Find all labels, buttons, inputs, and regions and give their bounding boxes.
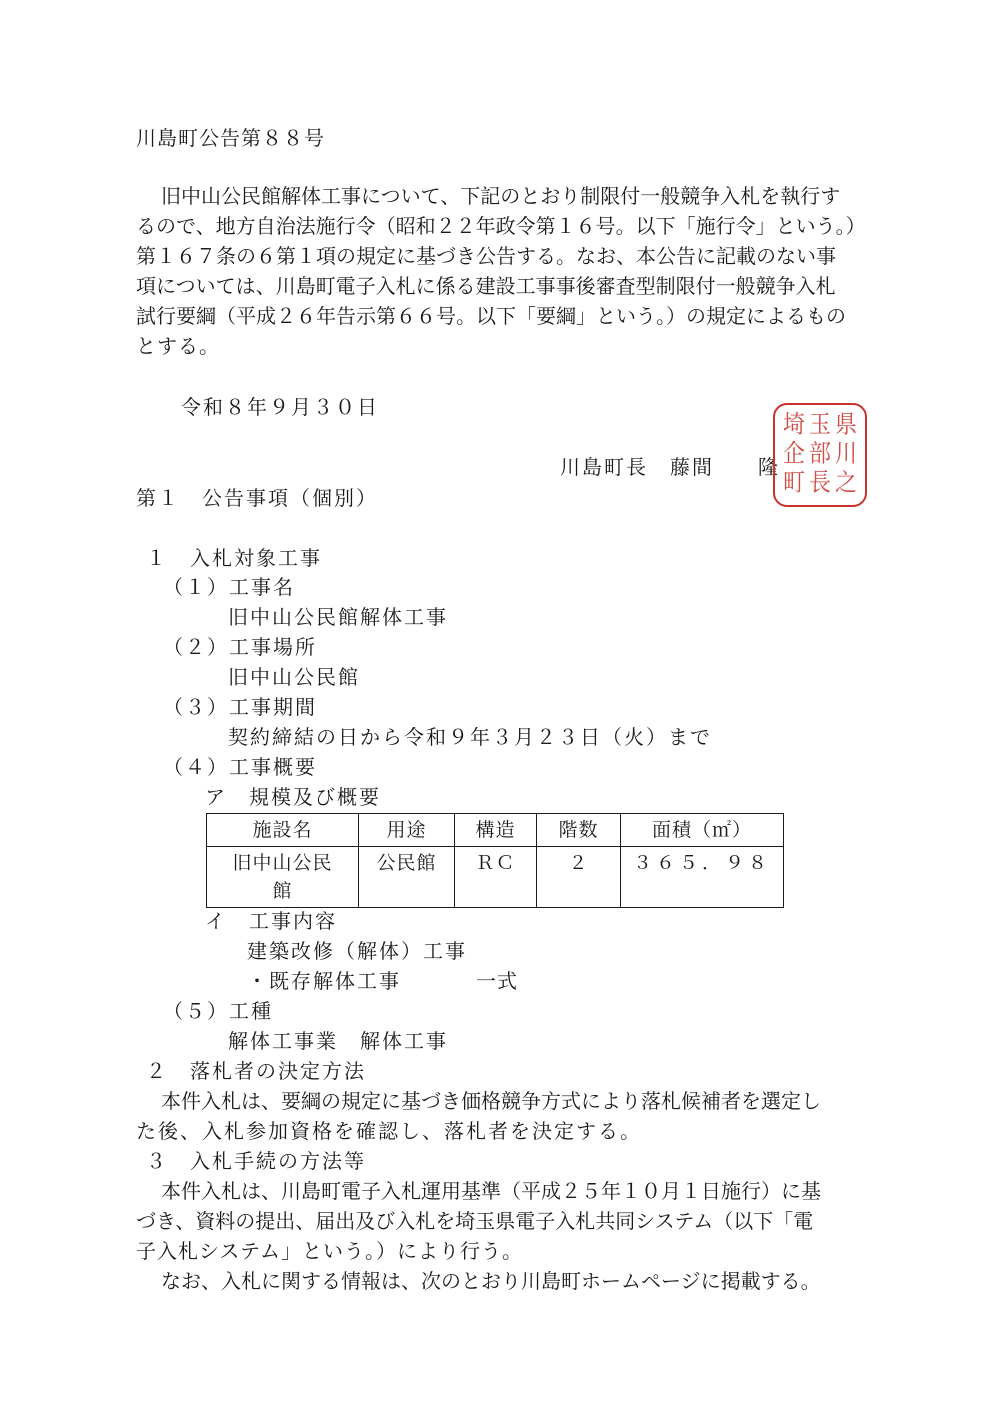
item2-line: 本件入札は、要綱の規定に基づき価格競争方式により落札候補者を選定し (161, 1089, 821, 1113)
seal-characters (781, 411, 859, 499)
work-name-value: 旧中山公民館解体工事 (228, 605, 448, 629)
table-header-cell: 面積（㎡） (621, 814, 784, 847)
work-place-value: 旧中山公民館 (228, 665, 360, 689)
item3-line: づき、資料の提出、届出及び入札を埼玉県電子入札共同システム（以下「電 (136, 1209, 814, 1233)
table-row (207, 847, 784, 908)
table-header-cell: 階数 (537, 814, 621, 847)
facility-use-cell: 公民館 (359, 847, 455, 908)
facility-area-cell: ３６５．９８ (621, 847, 784, 908)
table-header-row (207, 814, 784, 847)
seal-char: 県 (834, 411, 857, 439)
item2-line: た後、入札参加資格を確認し、落札者を決定する。 (136, 1119, 642, 1143)
seal-char: 部 (808, 440, 831, 469)
seal-char: 企 (782, 440, 805, 469)
seal-char: 埼 (782, 411, 805, 439)
work-period-value: 契約締結の日から令和９年３月２３日（火）まで (228, 725, 712, 749)
seal-char: 町 (782, 470, 805, 498)
signatory: 川島町長 藤間 隆 (560, 455, 780, 479)
content-item: ・既存解体工事 (247, 969, 401, 993)
item3-line: 本件入札は、川島町電子入札運用基準（平成２５年１０月１日施行）に基 (161, 1179, 821, 1203)
item1-heading: １ 入札対象工事 (146, 546, 322, 570)
table-header-cell: 構造 (455, 814, 537, 847)
intro-line: 第１６７条の６第１項の規定に基づき公告する。なお、本公告に記載のない事 (136, 244, 836, 268)
facility-name-cell (207, 847, 359, 908)
work-type-value: 解体工事業 解体工事 (228, 1029, 448, 1053)
seal-char: 之 (834, 470, 857, 498)
section-title: 第１ 公告事項（個別） (136, 486, 378, 510)
work-period-label: （３）工事期間 (163, 695, 317, 719)
intro-line: 試行要綱（平成２６年告示第６６号。以下「要綱」という。）の規定によるもの (136, 304, 846, 328)
intro-line: 旧中山公民館解体工事について、下記のとおり制限付一般競争入札を執行す (161, 184, 841, 208)
seal-char: 長 (808, 470, 831, 498)
facility-structure-cell: ＲＣ (455, 847, 537, 908)
intro-line: とする。 (136, 334, 220, 358)
item3-line: 子入札システム」という。）により行う。 (136, 1239, 523, 1263)
table-header-cell: 施設名 (207, 814, 359, 847)
content-label: イ 工事内容 (205, 909, 337, 933)
notice-number: 川島町公告第８８号 (136, 126, 325, 150)
intro-line: 項については、川島町電子入札に係る建設工事事後審査型制限付一般競争入札 (136, 274, 836, 298)
content-line: 建築改修（解体）工事 (247, 939, 467, 963)
item3-heading: ３ 入札手続の方法等 (146, 1149, 366, 1173)
facility-name-line: 館 (272, 880, 293, 902)
facility-name-line: 旧中山公民 (232, 852, 333, 874)
content-quantity: 一式 (476, 969, 518, 993)
work-place-label: （２）工事場所 (163, 635, 317, 659)
scale-label: ア 規模及び概要 (205, 785, 381, 809)
table-header-cell: 用途 (359, 814, 455, 847)
intro-line: るので、地方自治法施行令（昭和２２年政令第１６号。以下「施行令」という。） (136, 214, 866, 238)
facility-floors-cell: ２ (537, 847, 621, 908)
item2-heading: ２ 落札者の決定方法 (146, 1059, 366, 1083)
facility-table (206, 813, 784, 908)
seal-char: 川 (834, 440, 857, 469)
notice-date: 令和８年９月３０日 (181, 395, 379, 419)
work-type-label: （５）工種 (163, 999, 273, 1023)
official-seal (773, 403, 867, 507)
seal-char: 玉 (808, 411, 831, 439)
work-overview-label: （４）工事概要 (163, 755, 317, 779)
item3-line: なお、入札に関する情報は、次のとおり川島町ホームページに掲載する。 (161, 1269, 821, 1293)
work-name-label: （１）工事名 (163, 575, 295, 599)
